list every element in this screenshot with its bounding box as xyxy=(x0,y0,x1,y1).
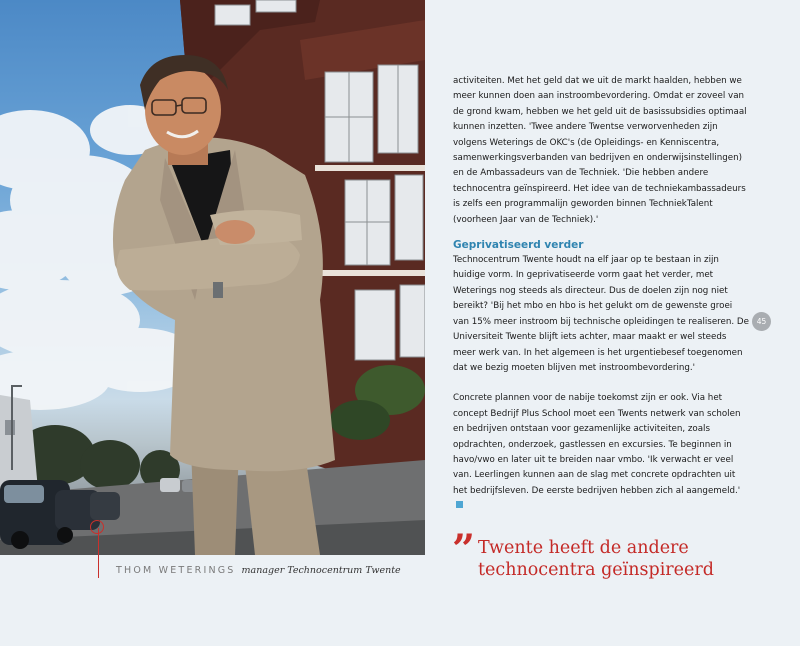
page-number-badge: 45 xyxy=(752,312,771,331)
article-paragraph: activiteiten. Met het geld dat we uit de markt haalden, hebben we meer kunnen doen aan instroombevordering. Omdat er zoveel van de grond kwam, hebben we het geld uit de basissubsidies optimaal kunnen inzetten. 'Twee andere Twentse verworvenheden zijn volgens Weterings de OKC's (de Opleidings- en Kenniscentra, samenwerkingsverbanden van bedrijven en onderwijsinstellingen) en de Ambassadeurs van de Techniek. 'Die hebben andere technocentra geïnspireerd. Het idee van de techniekambassadeurs is zelfs een programmalijn geworden binnen TechniekTalent (voorheen Jaar van de Techniek).' xyxy=(453,76,747,225)
caption-marker-ring xyxy=(90,520,104,534)
portrait-illustration xyxy=(0,0,425,555)
caption-marker-line xyxy=(98,528,99,578)
end-of-article-mark xyxy=(456,501,463,508)
photo-caption xyxy=(116,565,401,576)
quote-mark-icon: ” xyxy=(452,526,476,573)
article-paragraph-text: Concrete plannen voor de nabije toekomst zijn er ook. Via het concept Bedrijf Plus School moet een Twents netwerk van scholen en bedrijven ontstaan voor gezamenlijke activiteiten, zoals opdrachten, onderzoek, gastlessen en excursies. Te beginnen in havo/vwo en later uit te breiden naar vmbo. 'Ik verwacht er veel van. Leerlingen kunnen aan de slag met concrete opdrachten uit het bedrijfsleven. De eerste bedrijven hebben zich al aangemeld.' xyxy=(453,393,741,496)
section-heading: Geprivatiseerd verder xyxy=(453,239,584,252)
caption-name: THOM WETERINGS xyxy=(116,565,236,576)
article-paragraph: Technocentrum Twente houdt na elf jaar op te bestaan in zijn huidige vorm. In geprivatiseerde vorm gaat het verder, met Weterings nog steeds als directeur. Dus de doelen zijn nog niet bereikt? 'Bij het mbo en hbo is het gelukt om de gewenste groei van 15% meer instroom bij technische opleidingen te realiseren. De Universiteit Twente blijft iets achter, maar maakt er wel steeds meer werk van. In het algemeen is het urgentiebesef toegenomen dat we bezig moeten blijven met instroombevordering.' xyxy=(453,255,749,373)
portrait-photo xyxy=(0,0,425,555)
caption-role: manager Technocentrum Twente xyxy=(241,565,401,576)
pull-quote: Twente heeft de andere technocentra geïnspireerd xyxy=(478,538,714,580)
article-column xyxy=(453,74,749,515)
article-paragraph-final xyxy=(453,391,749,514)
